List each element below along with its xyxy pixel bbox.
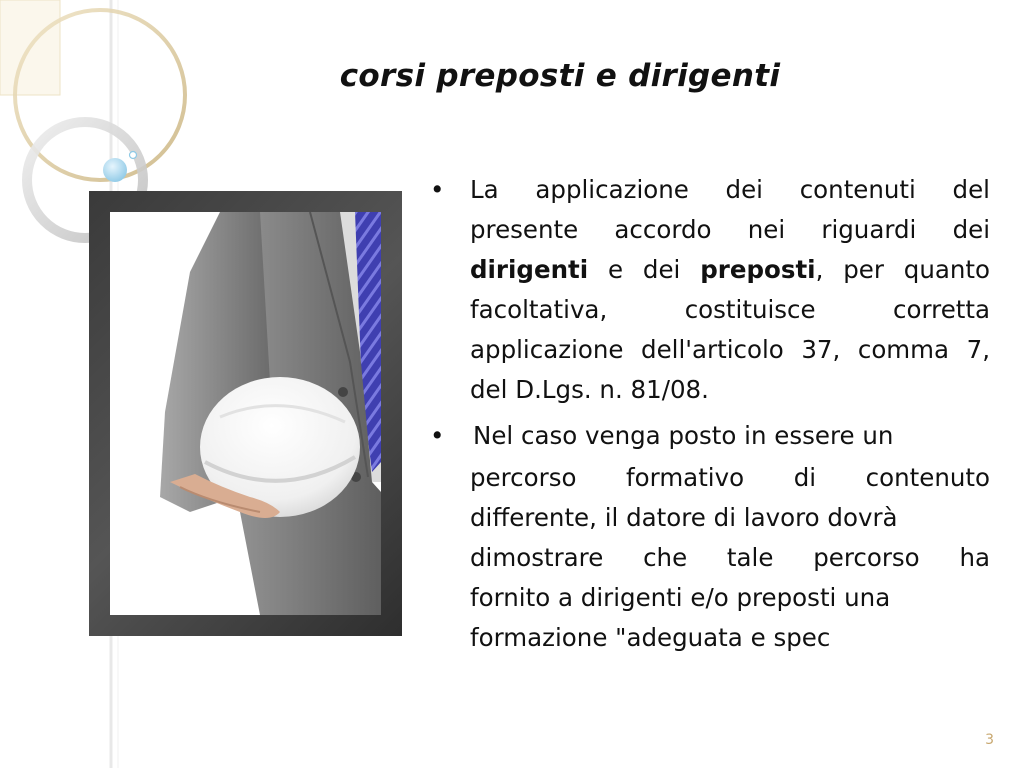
bullet-2-line: Nel caso venga posto in essere un [473, 421, 894, 450]
bold-dirigenti: dirigenti [470, 255, 589, 284]
list-item [430, 170, 990, 410]
bullet-2-line: dimostrare che tale percorso ha [470, 543, 990, 572]
bullet-1-text: La applicazione dei contenuti del presente accordo nei riguardi dei dirigenti e dei preposti, per quanto facoltativa, costituisce corretta applicazione dell'articolo 37, comma 7, del D.Lgs. n. 81/08. [470, 175, 991, 404]
manager-with-hard-hat-image [110, 212, 381, 615]
bullet-dot-icon: • [430, 421, 445, 450]
bullet-dot-icon: • [430, 175, 445, 204]
photo-frame [89, 191, 402, 636]
list-item [430, 416, 990, 658]
bullet-2-line: percorso formativo di contenuto [470, 463, 990, 492]
bullet-2-line: differente, il datore di lavoro dovrà [470, 503, 898, 532]
page-number: 3 [985, 732, 994, 748]
bullet-2-line: fornito a dirigenti e/o preposti una [470, 583, 891, 612]
bold-preposti: preposti [700, 255, 816, 284]
page-title: corsi preposti e dirigenti [339, 58, 781, 94]
bullet-2-line: formazione "adeguata e spec [470, 623, 831, 652]
bullet-list [430, 170, 990, 658]
